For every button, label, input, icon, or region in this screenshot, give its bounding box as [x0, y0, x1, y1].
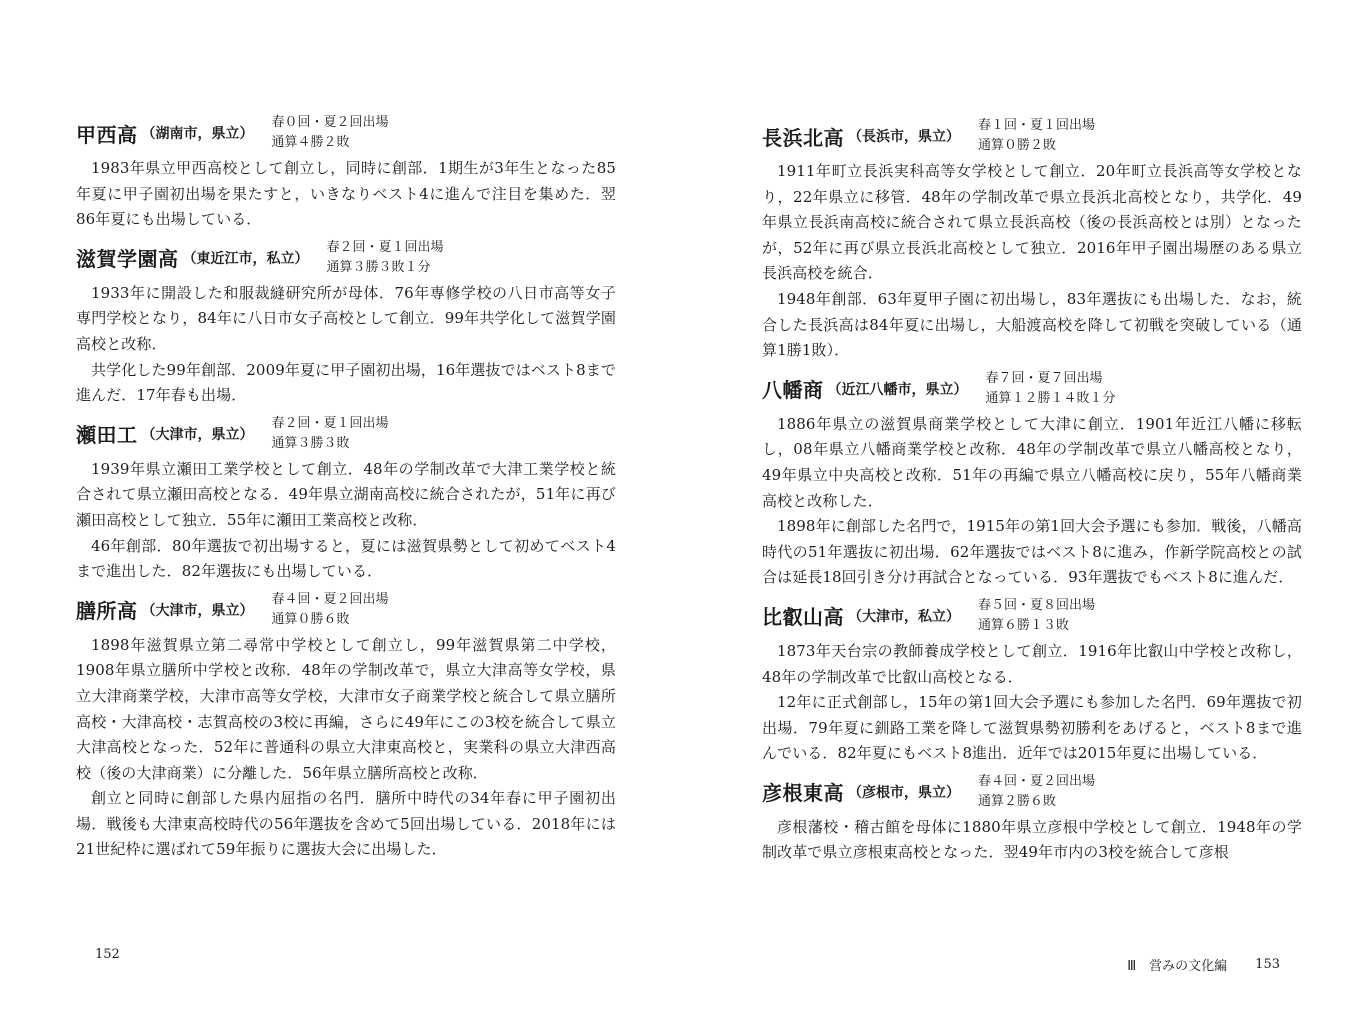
paragraph: 彦根藩校・稽古館を母体に1880年県立彦根中学校として創立．1948年の学制改革で県立彦根東高校となった．翌49年市内の3校を統合して彦根 — [762, 817, 1302, 862]
paragraph: 46年創部．80年選抜で初出場すると，夏には滋賀県勢として初めてベスト4まで進出した．82年選抜にも出場している． — [76, 536, 616, 581]
win-loss-record: 通算６勝１３敗 — [978, 617, 1070, 633]
paragraph: 1939年県立瀬田工業学校として創立．48年の学制改革で大津工業学校と統合されて県立瀬田高校となる．49年県立湖南高校に統合されたが，51年に再び瀬田高校として独立．55年に瀬田工業高校と改称． — [76, 459, 616, 529]
win-loss-record: 通算３勝３敗１分 — [326, 259, 431, 275]
school-heading — [76, 110, 616, 156]
appearance-record: 春５回・夏８回出場 — [978, 597, 1096, 613]
school-name: 彦根東高 — [762, 781, 844, 806]
school-entry-hikone-higashi — [762, 769, 1302, 866]
school-heading — [762, 366, 1302, 412]
school-name: 八幡商 — [762, 378, 824, 403]
school-location: （大津市，県立） — [141, 426, 254, 443]
school-heading — [76, 587, 616, 633]
school-name: 比叡山高 — [762, 605, 844, 630]
paragraph: 1898年滋賀県立第二尋常中学校として創立し，99年滋賀県第二中学校，1908年県立膳所中学校と改称．48年の学制改革で，県立大津高等女学校，県立大津商業学校，大津市高等女学校，大津市女子商業学校と統合して県立膳所高校・大津高校・志賀高校の3校に再編，さらに49年にこの3校を統合して県立大津高校となった．52年に普通科の県立大津東高校と，実業科の県立大津西高校（後の大津商業）に分離した．56年県立膳所高校と改称． — [76, 635, 616, 782]
paragraph: 1948年創部．63年夏甲子園に初出場し，83年選抜にも出場した．なお，統合した長浜高は84年夏に出場し，大船渡高校を降して初戦を突破している（通算1勝1敗）． — [762, 289, 1302, 360]
right-column — [762, 113, 1302, 866]
school-name: 甲西高 — [76, 122, 138, 147]
win-loss-record: 通算２勝６敗 — [978, 793, 1057, 809]
school-record — [272, 590, 389, 630]
school-name: 長浜北高 — [762, 125, 844, 150]
right-page — [685, 0, 1370, 1016]
page-number: 152 — [95, 947, 120, 962]
paragraph: 1983年県立甲西高校として創立し，同時に創部．1期生が3年生となった85年夏に甲子園初出場を果たすと，いきなりベスト4に進んで注目を集めた．翌86年夏にも出場している． — [76, 159, 616, 229]
page-number: 153 — [1255, 957, 1280, 972]
school-heading — [762, 769, 1302, 815]
school-location: （彦根市，県立） — [848, 784, 960, 801]
school-record — [272, 113, 389, 153]
paragraph: 1911年町立長浜実科高等女学校として創立．20年町立長浜高等女学校となり，22年県立に移管．48年の学制改革で県立長浜北高校となり，共学化．49年県立長浜南高校に統合されて県立長浜高校（後の長浜高校とは別）となったが，52年に再び県立長浜北高校として独立．2016年甲子園出場歴のある県立長浜高校を統合． — [762, 162, 1302, 283]
paragraph: 1873年天台宗の教師養成学校として創立．1916年比叡山中学校と改称し，48年の学制改革で比叡山高校となる． — [762, 641, 1302, 686]
school-heading — [762, 593, 1302, 639]
school-location: （大津市，私立） — [848, 608, 960, 625]
school-entry-shiga-gakuen — [76, 235, 616, 409]
win-loss-record: 通算１２勝１４敗１分 — [985, 390, 1116, 406]
school-location: （長浜市，県立） — [848, 129, 960, 145]
paragraph: 創立と同時に創部した県内屈指の名門．膳所中時代の34年春に甲子園初出場．戦後も大津東高校時代の56年選抜を含めて5回出場している．2018年には21世紀枠に選ばれて59年振りに選抜大会に出場した． — [76, 789, 616, 859]
school-entry-kosei — [76, 110, 616, 233]
paragraph: 12年に正式創部し，15年の第1回大会予選にも参加した名門．69年選抜で初出場．79年夏に釧路工業を降して滋賀県勢初勝利をあげると，ベスト8まで進んでいる．82年夏にもベスト8進出．近年では2015年夏に出場している． — [762, 693, 1302, 763]
school-entry-zeze — [76, 587, 616, 863]
school-entry-hieizan — [762, 593, 1302, 767]
appearance-record: 春０回・夏２回出場 — [271, 115, 389, 130]
school-entry-nagahama-kita — [762, 113, 1302, 364]
school-name: 滋賀学園高 — [76, 247, 179, 272]
school-heading — [762, 113, 1302, 159]
school-record — [986, 369, 1116, 409]
appearance-record: 春７回・夏７回出場 — [985, 370, 1103, 386]
paragraph: 1898年に創部した名門で，1915年の第1回大会予選にも参加．戦後，八幡高時代の51年選抜に初出場．62年選抜ではベスト8に進み，作新学院高校との試合は延長18回引き分け再試合となっている．93年選抜でもベスト8に進んだ． — [762, 517, 1302, 587]
school-record — [272, 414, 389, 454]
paragraph: 共学化した99年創部．2009年夏に甲子園初出場，16年選抜ではベスト8まで進んだ．17年春も出場． — [76, 360, 616, 405]
school-entry-seta-ko — [76, 411, 616, 585]
school-heading — [76, 235, 616, 281]
win-loss-record: 通算０勝２敗 — [978, 138, 1057, 153]
footer — [1127, 955, 1280, 974]
appearance-record: 春４回・夏２回出場 — [978, 773, 1096, 789]
school-record — [978, 116, 1095, 156]
school-record — [978, 772, 1095, 812]
school-record — [978, 596, 1095, 636]
appearance-record: 春１回・夏１回出場 — [978, 118, 1096, 133]
school-location: （近江八幡市，県立） — [827, 381, 968, 398]
running-head: Ⅲ 営みの文化編 — [1127, 959, 1228, 974]
school-location: （東近江市，私立） — [182, 250, 309, 267]
school-location: （湖南市，県立） — [141, 126, 254, 142]
school-entry-hachiman-sho — [762, 366, 1302, 591]
school-name: 瀬田工 — [76, 423, 138, 448]
win-loss-record: 通算０勝６敗 — [271, 611, 350, 627]
appearance-record: 春２回・夏１回出場 — [326, 239, 444, 255]
win-loss-record: 通算３勝３敗 — [271, 435, 350, 451]
paragraph: 1933年に開設した和服裁縫研究所が母体．76年専修学校の八日市高等女子専門学校となり，84年に八日市女子高校として創立．99年共学化して滋賀学園高校と改称． — [76, 283, 616, 353]
school-name: 膳所高 — [76, 599, 138, 624]
school-record — [327, 238, 444, 278]
left-column — [76, 110, 616, 863]
school-location: （大津市，県立） — [141, 602, 254, 619]
appearance-record: 春２回・夏１回出場 — [271, 415, 389, 431]
paragraph: 1886年県立の滋賀県商業学校として大津に創立．1901年近江八幡に移転し，08年県立八幡商業学校と改称．48年の学制改革で県立八幡高校となり，49年県立中央高校と改称．51年の再編で県立八幡高校に戻り，55年八幡商業高校と改称した． — [762, 414, 1302, 510]
school-heading — [76, 411, 616, 457]
appearance-record: 春４回・夏２回出場 — [271, 591, 389, 607]
win-loss-record: 通算４勝２敗 — [271, 135, 350, 150]
